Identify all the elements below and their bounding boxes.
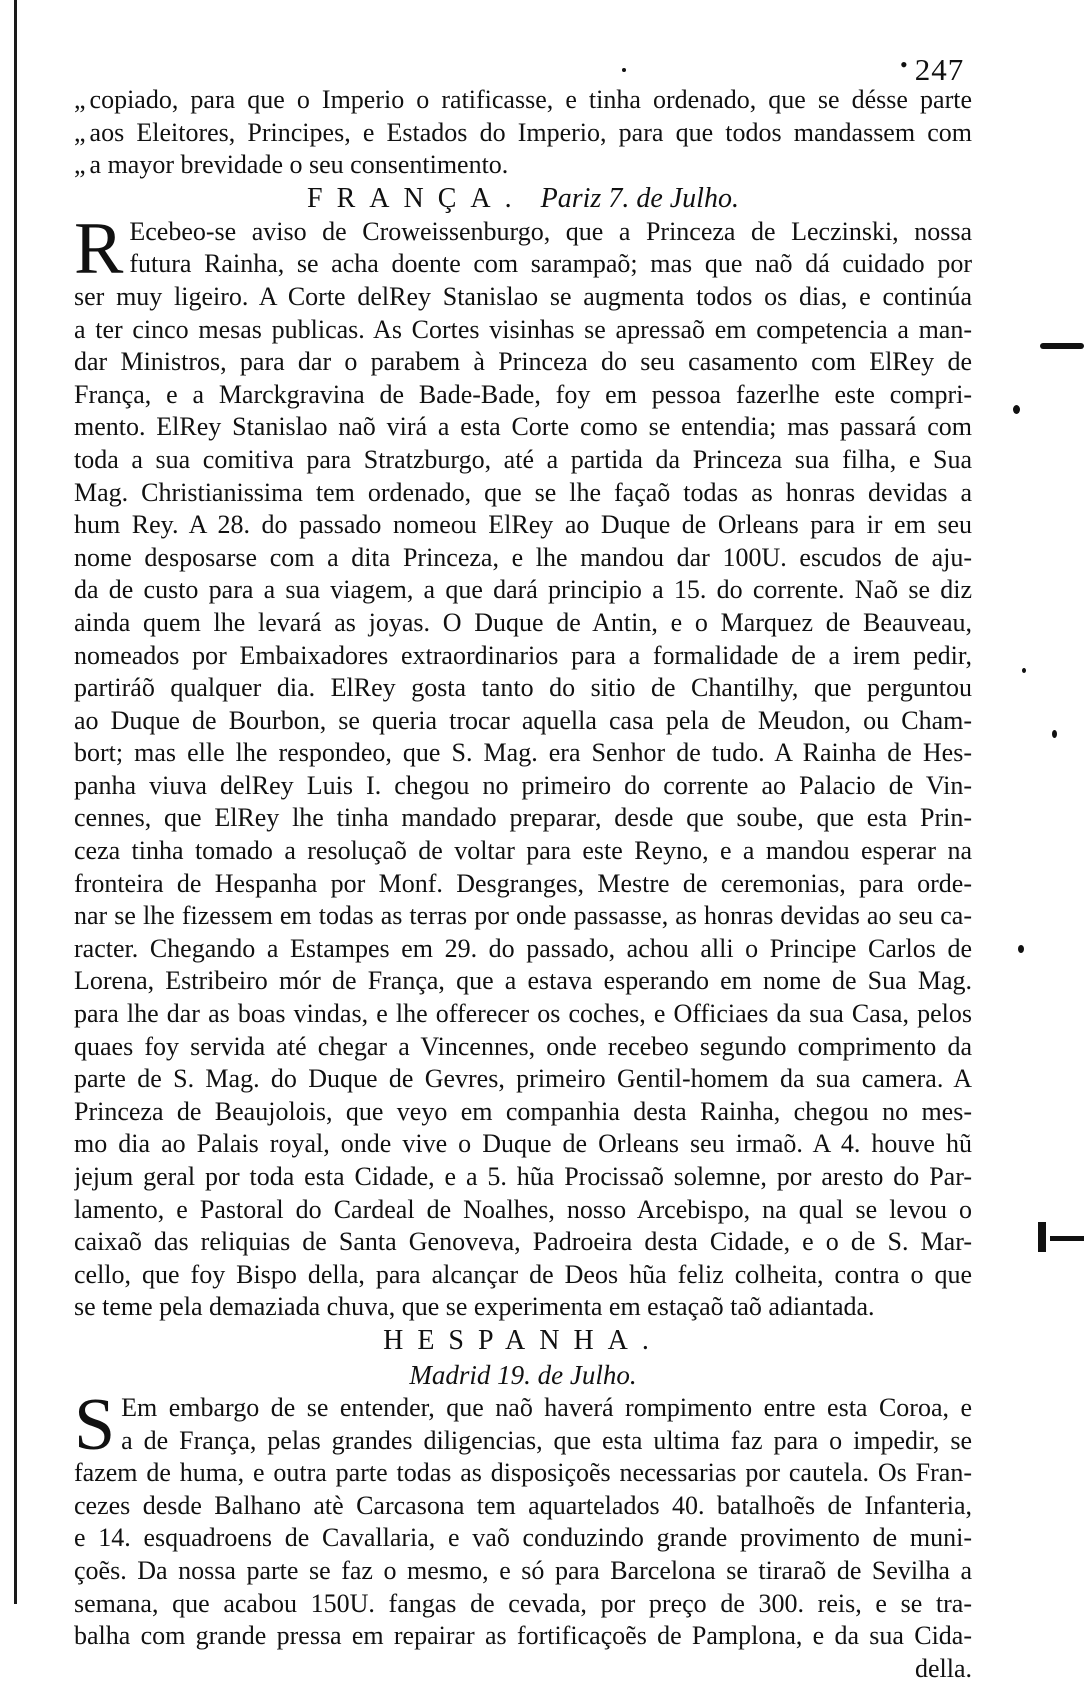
text-line: partiráõ qualquer dia. ElRey gosta tanto do sitio de Chantilhy, que perguntou <box>74 673 972 703</box>
page-text <box>74 84 972 1685</box>
text-line: parte de S. Mag. do Duque de Gevres, primeiro Gentil-homem da sua camera. A <box>74 1064 972 1094</box>
text-line: França, e a Marckgravina de Bade-Bade, foy em pessoa fazerlhe este compri- <box>74 379 972 409</box>
text-line: toda a sua comitiva para Stratzburgo, até a partida da Princeza sua filha, e Sua <box>74 444 972 474</box>
text-line: Mag. Christianissima tem ordenado, que se lhe façaõ todas as honras devidas a <box>74 477 972 507</box>
text-line: bort; mas elle lhe respondeo, que S. Mag. era Senhor de tudo. A Rainha de Hes- <box>74 738 972 768</box>
text-line: ceza tinha tomado a resoluçaõ de voltar para este Reyno, e a mandou esperar na <box>74 836 972 866</box>
text-line: dar Ministros, para dar o parabem à Princeza do seu casamento com ElRey de <box>74 347 972 377</box>
binding-edge-line <box>14 0 17 1604</box>
article-spain <box>74 1383 972 1685</box>
text-line: semana, que acabou 150U. fangas de cevada, por preço de 300. reis, e se tra- <box>74 1588 972 1618</box>
text-line: Lorena, Estribeiro mór de França, que a estava esperando em nome de Sua Mag. <box>74 966 972 996</box>
text-line: a de França, pelas grandes diligencias, que esta ultima faz para o impedir, se <box>121 1425 972 1455</box>
text-line: da de custo para a sua viagem, a que dará principio a 15. do corrente. Naõ se diz <box>74 575 972 605</box>
ink-speck <box>1013 405 1020 414</box>
intro-line: „ a mayor brevidade o seu consentimento. <box>74 149 972 182</box>
intro-line: „ aos Eleitores, Principes, e Estados do Imperio, para que todos mandassem com <box>74 117 972 150</box>
intro-line: „ copiado, para que o Imperio o ratificasse, e tinha ordenado, que se désse parte <box>74 84 972 117</box>
text-line: balha com grande pressa em repairar as fortificaçoẽs de Pamplona, e da sua Cida- <box>74 1621 972 1651</box>
text-line: nome desposarse com a dita Princeza, e lhe mandou dar 100U. escudos de aju- <box>74 542 972 572</box>
text-line: e 14. esquadroens de Cavallaria, e vaõ conduzindo grande provimento de muni- <box>74 1523 972 1553</box>
text-line: racter. Chegando a Estampes em 29. do passado, achou alli o Principe Carlos de <box>74 933 972 963</box>
text-line: cennes, que ElRey lhe tinha mandado preparar, desde que soube, que esta Prin- <box>74 803 972 833</box>
text-line: a ter cinco mesas publicas. As Cortes visinhas se apressaõ em competencia a man- <box>74 314 972 344</box>
article-france <box>74 207 972 1324</box>
page-number: • 247 <box>900 52 980 88</box>
text-line: panha viuva delRey Luis I. chegou no primeiro do corrente ao Palacio de Vin- <box>74 770 972 800</box>
text-line: cello, que foy Bispo della, para alcançar de Deos hũa feliz colheita, contra o que <box>74 1259 972 1289</box>
text-line: fazem de huma, e outra parte todas as disposiçoẽs necessarias por cautela. Os Fran- <box>74 1458 972 1488</box>
ink-speck <box>1052 730 1057 738</box>
ink-speck <box>1018 945 1024 953</box>
text-line: nar se lhe fizessem em todas as terras por onde passasse, as honras devidas ao seu ca- <box>74 901 972 931</box>
text-line: nomeados por Embaixadores extraordinarios para a formalidade de a irem pedir, <box>74 640 972 670</box>
margin-mark <box>1050 1236 1084 1241</box>
dateline: Pariz 7. de Julho. <box>540 182 739 214</box>
text-line: quaes foy servida até chegar a Vincennes, onde recebeo segundo comprimento da <box>74 1031 972 1061</box>
text-line: Princeza de Beaujolois, que veyo em companhia desta Rainha, chegou no mes- <box>74 1096 972 1126</box>
section-heading-france <box>74 182 972 216</box>
ink-speck <box>622 68 626 72</box>
text-line: futura Rainha, se acha doente com sarampaõ; mas que naõ dá cuidado por <box>129 249 972 279</box>
text-line: hum Rey. A 28. do passado nomeou ElRey ao Duque de Orleans para ir em seu <box>74 510 972 540</box>
margin-mark <box>1038 1222 1046 1252</box>
text-line: fronteira de Hespanha por Monf. Desgranges, Mestre de ceremonias, para orde- <box>74 868 972 898</box>
text-line: se teme pela demaziada chuva, que se experimenta em estaçaõ taõ adiantada. <box>74 1292 875 1322</box>
text-line: Ecebeo-se aviso de Croweissenburgo, que a Princeza de Leczinski, nossa <box>129 216 972 246</box>
text-line: ser muy ligeiro. A Corte delRey Stanislao se augmenta todos os dias, e continúa <box>74 281 972 311</box>
drop-cap: R <box>74 207 124 290</box>
text-line: Em embargo de se entender, que naõ haverá rompimento entre esta Coroa, e <box>121 1392 972 1422</box>
section-heading-spain <box>74 1324 972 1358</box>
text-line: ainda quem lhe levará as joyas. O Duque de Antin, e o Marquez de Beauveau, <box>74 607 972 637</box>
ink-speck <box>1022 668 1026 673</box>
text-line: caixaõ das reliquias de Santa Genoveva, Padroeira desta Cidade, e o de S. Mar- <box>74 1227 972 1257</box>
text-line: mento. ElRey Stanislao naõ virá a esta Corte como se entendia; mas passará com <box>74 412 972 442</box>
text-line: jejum geral por toda esta Cidade, e a 5. hũa Procissaõ solemne, por aresto do Par- <box>74 1162 972 1191</box>
margin-mark <box>1040 343 1084 349</box>
catchword: della. <box>914 1653 972 1683</box>
binding-edge <box>0 0 22 1604</box>
text-line: çoẽs. Da nossa parte se faz o mesmo, e só para Barcelona se tiraraõ de Sevilha a <box>74 1555 972 1585</box>
drop-cap: S <box>74 1383 116 1466</box>
text-line: mo dia ao Palais royal, onde vive o Duque de Orleans seu irmaõ. A 4. houve hũ <box>74 1129 972 1159</box>
text-line: lamento, e Pastoral do Cardeal de Noalhes, nosso Arcebispo, na qual se levou o <box>74 1194 972 1224</box>
text-line: cezes desde Balhano atè Carcasona tem aquartelados 40. batalhoẽs de Infanteria, <box>74 1490 972 1520</box>
text-line: ao Duque de Bourbon, se queria trocar aquella casa pela de Meudon, ou Cham- <box>74 705 972 735</box>
text-line: para lhe dar as boas vindas, e lhe offerecer os coches, e Officiaes da sua Casa, pelos <box>74 999 972 1029</box>
dateline: Madrid 19. de Julho. <box>409 1359 637 1390</box>
section-title: HESPANHA. <box>383 1324 663 1356</box>
section-title: FRANÇA. <box>307 182 526 214</box>
